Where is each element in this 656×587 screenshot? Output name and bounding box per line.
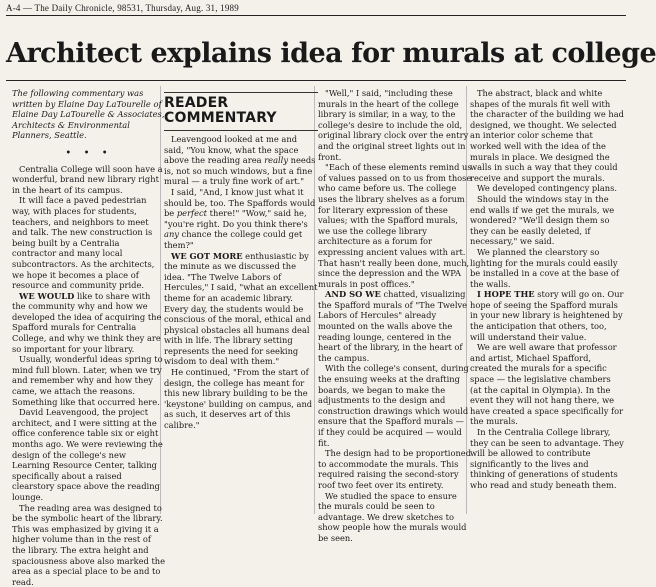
paragraph: In the Centralia College library, they can be seen to advantage. They will be allowed to contribute significantly to the lives and thinking of generations of students who read and study beneath them. xyxy=(470,427,624,490)
headline: Architect explains idea for murals at college xyxy=(6,38,656,69)
paragraph xyxy=(164,251,318,368)
paragraph: The abstract, black and white shapes of the murals fit well with the character of the building we had designed, we thought. We selected an interior color scheme that worked well with the idea of the murals in place. We designed the walls in such a way that they could receive and support the murals. xyxy=(470,88,624,183)
paragraph xyxy=(164,187,318,251)
paragraph: David Leavengood, the project architect, and I were sitting at the office conference table six or eight months ago. We were reviewing the design of the college's new Learning Resource Center, talking specifically about a raised clearstory space above the reading lounge. xyxy=(12,407,163,502)
paragraph: With the college's consent, during the ensuing weeks at the drafting boards, we began to make the adjustments to the design and construction drawings which would ensure that the Spafford murals — if they could be acquired — would fit. xyxy=(318,363,469,448)
paragraph: He continued, "From the start of design, the college has meant for this new library building to be the 'keystone' building on campus, and as such, it deserves art of this calibre." xyxy=(164,367,313,431)
article-column-1 xyxy=(12,88,166,587)
paragraph-text: like to share with the community why and how we developed the idea of acquiring the Spafford murals for Centralia College, and why we think they are so important for your library. xyxy=(12,290,162,354)
emphasis: really xyxy=(264,155,289,166)
paragraph-text: I said, "And, I know just what it should be, too. The Spaffords would be xyxy=(164,186,316,219)
article-column-2 xyxy=(164,88,318,516)
lead-in: WE WOULD xyxy=(19,290,75,301)
section-dots: • • • xyxy=(65,146,113,157)
paragraph: We planned the clearstory so lighting for the murals could easily be installed in a cove at the base of the walls. xyxy=(470,246,619,289)
paragraph-text: Leavengood looked at me and said, "You know, what the space above the reading area xyxy=(164,134,299,166)
paragraph: It will face a paved pedestrian way, with places for students, teachers, and neighbors to meet and talk. The new construction is being built by a Centralia contractor and many local subcontractors. As the architects, we hope it becomes a place of resource and community pride. xyxy=(12,195,155,291)
paragraph xyxy=(12,291,166,355)
paragraph: The design had to be proportioned to accommodate the murals. This required raising the second-story roof two feet over its entirety. xyxy=(318,448,472,490)
lead-in: WE GOT MORE xyxy=(171,250,243,261)
paragraph-text: enthusiastic by the minute as we discussed the idea. "The Twelve Labors of Hercules," I said, "what an excellent theme for an academic library. Every day, the students would be conscious of the moral, ethical and physical obstacles all humans deal with in life. The library setting represents the need for seeking wisdom to deal with them." xyxy=(164,250,318,367)
paragraph: We studied the space to ensure the murals could be seen to advantage. We drew sketches to show people how the murals would be seen. xyxy=(318,490,467,543)
paragraph: The reading area was designed to be the symbolic heart of the library. This was emphasized by giving it a higher volume than in the rest of the library. The extra height and spaciousness above also marked the area as a special place to be and to read. xyxy=(12,502,166,587)
article-column-4 xyxy=(470,88,624,516)
paragraph xyxy=(318,289,472,363)
paragraph: Should the windows stay in the end walls if we get the murals, we wondered? "We'll design them so they can be easily deleted, if necessary," we said. xyxy=(470,193,615,247)
emphasis: perfect xyxy=(176,208,208,219)
lead-in: I HOPE THE xyxy=(477,289,535,300)
paragraph-text: story will go on. Our hope of seeing the Spafford murals in your new library is heightened by the anticipation that others, too, will understand their value. xyxy=(470,289,624,342)
header-rule xyxy=(6,15,626,16)
paragraph: "Each of these elements remind us of values passed on to us from those who came before us. The college uses the library shelves as a forum for literary expression of these values; with the Spafford murals, we use the college library architecture as a forum for expressing ancient values with art. That hasn't really been done, much, since the depression and the WPA murals in post offices." xyxy=(318,162,472,289)
reader-commentary-label: READER COMMENTARY xyxy=(164,95,277,126)
emphasis: any xyxy=(164,229,179,240)
paragraph-text: needs is, not so much windows, but a fine mural — a truly fine work of art." xyxy=(164,155,316,187)
paragraph: "Well," I said, "including these murals in the heart of the college library is similar, in a way, to the college's desire to include the old, original library clock over the entry and the original street lights out in front. xyxy=(318,88,469,162)
paragraph: Usually, wonderful ideas spring to mind full blown. Later, when we try and remember why and how they came, we attach the reasons. Something like that occurred here. xyxy=(12,354,163,407)
rule xyxy=(164,92,318,93)
paragraph: Centralia College will soon have a wonderful, brand new library right in the heart of its campus. xyxy=(12,163,163,195)
rule xyxy=(164,130,318,131)
paragraph: We developed contingency plans. xyxy=(477,183,618,194)
paragraph-text: chance the college could get them?" xyxy=(164,229,303,250)
paragraph xyxy=(470,289,624,342)
paragraph-text: there!" "Wow," said he, "you're right. Do you think there's xyxy=(164,208,308,229)
page-header: A-4 — The Daily Chronicle, 98531, Thursday, Aug. 31, 1989 xyxy=(6,3,239,13)
paragraph-text: chatted, visualizing the Spafford murals of "The Twelve Labors of Hercules" already mounted on the walls above the reading lounge, centered in the heart of the library, in the heart of the campus. xyxy=(318,289,468,363)
lead-in: AND SO WE xyxy=(325,289,381,300)
byline: The following commentary was written by Elaine Day LaTourelle of Elaine Day LaTourelle & Associates, Architects & Environmental Planners, Seattle. xyxy=(12,88,165,141)
headline-rule xyxy=(6,80,626,81)
article-column-3 xyxy=(318,88,472,543)
paragraph xyxy=(164,134,318,187)
paragraph: We are well aware that professor and artist, Michael Spafford, created the murals for a specific space — the legislative chambers (at the capital in Olympia). In the event they will not hang there, we have created a space specifically for the murals. xyxy=(470,342,624,427)
